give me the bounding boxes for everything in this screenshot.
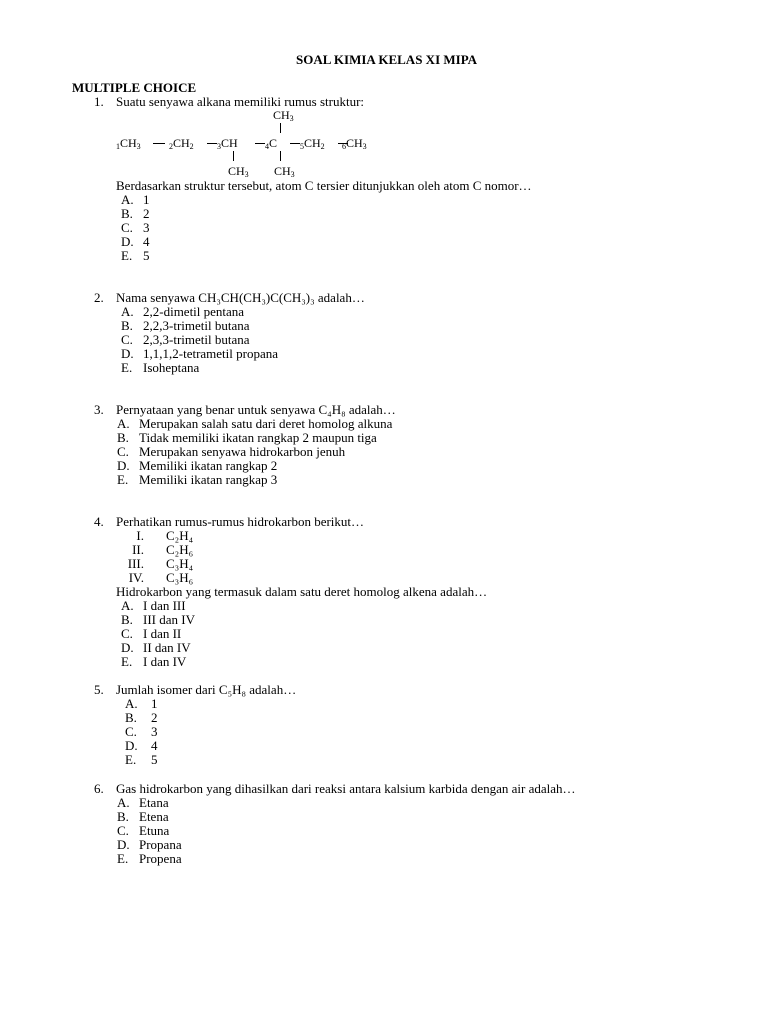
option-d[interactable]: D. Memiliki ikatan rangkap 2 [117,458,278,473]
option-a[interactable]: A. I dan III [121,598,186,613]
formula-numeral-1: I. [136,528,144,543]
formula-numeral-2: II. [132,542,144,557]
question-4-number: 4. [94,514,104,529]
question-3-stem: Pernyataan yang benar untuk senyawa C₄H₈ adalah… [116,402,396,417]
option-c[interactable]: C. Etuna [117,823,170,838]
chain-bond-4 [290,143,300,144]
option-c[interactable]: C. Merupakan senyawa hidrokarbon jenuh [117,444,346,459]
option-d[interactable]: D. II dan IV [121,640,191,655]
chain-bond-1 [153,143,165,144]
chain-carbon-4: $_4$C [265,136,278,151]
bottom-methyl-group-2: $CH_3$ [274,164,295,179]
formula-numeral-3: III. [127,556,144,571]
question-5-stem: Jumlah isomer dari C₅H₈ adalah… [116,682,297,697]
option-d[interactable]: D. 1,1,1,2-tetrametil propana [121,346,279,361]
option-c[interactable]: C. 3 [125,724,158,739]
question-1-stem: Suatu senyawa alkana memiliki rumus struktur: [116,94,365,109]
question-3-number: 3. [94,402,104,417]
option-e[interactable]: E. Memiliki ikatan rangkap 3 [117,472,278,487]
formula-3: C₃H₄ [166,556,194,571]
bottom-methyl-group-1: $CH_3$ [228,164,249,179]
chain-carbon-3: $_3$CH [217,136,238,151]
chain-carbon-1: $_1CH_3$ [116,136,141,151]
option-b[interactable]: B. Tidak memiliki ikatan rangkap 2 maupun tiga [117,430,377,445]
option-d[interactable]: D. 4 [125,738,158,753]
option-a[interactable]: A. Etana [117,795,169,810]
option-b[interactable]: B. 2 [125,710,158,725]
option-b[interactable]: B. Etena [117,809,169,824]
top-methyl-group: $CH_3$ [273,108,294,123]
option-a[interactable]: A. 1 [121,192,150,207]
formula-numeral-4: IV. [128,570,144,585]
option-a[interactable]: A. Merupakan salah satu dari deret homolog alkuna [117,416,393,431]
bottom-bond-1 [233,151,234,161]
option-b[interactable]: B. 2 [121,206,150,221]
question-6-stem: Gas hidrokarbon yang dihasilkan dari reaksi antara kalsium karbida dengan air adalah… [116,781,576,796]
question-2-stem: Nama senyawa CH₃CH(CH₃)C(CH₃)₃ adalah… [116,290,365,305]
formula-4: C₃H₆ [166,570,194,585]
option-c[interactable]: C. I dan II [121,626,182,641]
bottom-bond-2 [280,151,281,161]
question-1-number: 1. [94,94,104,109]
option-e[interactable]: E. Propena [117,851,182,866]
option-b[interactable]: B. III dan IV [121,612,195,627]
option-e[interactable]: E. I dan IV [121,654,187,669]
option-a[interactable]: A. 2,2-dimetil pentana [121,304,245,319]
chain-bond-2 [207,143,217,144]
question-4-prompt: Hidrokarbon yang termasuk dalam satu deret homolog alkena adalah… [116,584,488,599]
chain-carbon-2: $_2CH_2$ [169,136,194,151]
chain-carbon-5: $_5CH_2$ [300,136,325,151]
option-e[interactable]: E. Isoheptana [121,360,200,375]
option-a[interactable]: A. 1 [125,696,158,711]
option-d[interactable]: D. 4 [121,234,150,249]
option-c[interactable]: C. 3 [121,220,150,235]
page-title: SOAL KIMIA KELAS XI MIPA [296,52,478,67]
option-d[interactable]: D. Propana [117,837,182,852]
question-2-number: 2. [94,290,104,305]
chain-carbon-6: $_6CH_3$ [342,136,367,151]
option-b[interactable]: B. 2,2,3-trimetil butana [121,318,250,333]
top-bond [280,123,281,133]
question-6-number: 6. [94,781,104,796]
option-e[interactable]: E. 5 [125,752,158,767]
formula-2: C₂H₆ [166,542,194,557]
question-4-stem: Perhatikan rumus-rumus hidrokarbon berikut… [116,514,365,529]
question-1-prompt: Berdasarkan struktur tersebut, atom C tersier ditunjukkan oleh atom C nomor… [116,178,532,193]
option-c[interactable]: C. 2,3,3-trimetil butana [121,332,250,347]
option-e[interactable]: E. 5 [121,248,150,263]
question-5-number: 5. [94,682,104,697]
formula-1: C₂H₄ [166,528,194,543]
section-heading: MULTIPLE CHOICE [72,80,197,95]
chain-bond-3 [255,143,265,144]
